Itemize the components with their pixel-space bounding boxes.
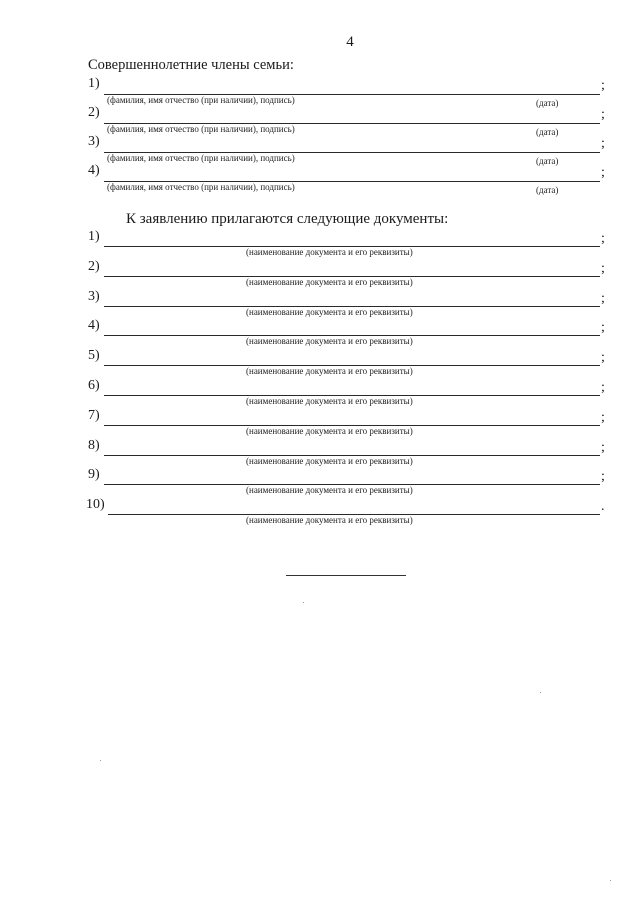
document-row-number: 2) [88, 258, 100, 274]
document-caption: (наименование документа и его реквизиты) [246, 485, 413, 496]
document-caption: (наименование документа и его реквизиты) [246, 455, 413, 466]
document-row-number: 7) [88, 407, 100, 423]
document-caption: (наименование документа и его реквизиты) [246, 515, 413, 526]
scan-speck [303, 602, 304, 603]
family-date-caption: (дата) [536, 156, 559, 166]
scan-speck [100, 760, 101, 761]
document-row-terminator: ; [601, 469, 605, 485]
family-row-terminator: ; [601, 165, 605, 180]
family-name-caption: (фамилия, имя отчество (при наличии), подпись) [107, 153, 295, 163]
document-row-terminator: ; [601, 380, 605, 395]
document-row-number: 9) [88, 467, 100, 483]
document-caption: (наименование документа и его реквизиты) [246, 306, 413, 317]
document-row-terminator: . [601, 499, 605, 515]
family-date-caption: (дата) [536, 127, 559, 137]
family-name-caption: (фамилия, имя отчество (при наличии), подпись) [107, 182, 295, 192]
family-row-number: 4) [88, 163, 100, 178]
document-row-number: 6) [88, 378, 100, 393]
document-row-number: 4) [88, 318, 100, 334]
document-row-terminator: ; [601, 231, 605, 246]
family-name-caption: (фамилия, имя отчество (при наличии), подпись) [107, 124, 295, 134]
page-number: 4 [346, 34, 354, 50]
document-row-terminator: ; [601, 290, 605, 306]
family-row-terminator: ; [601, 107, 605, 122]
family-members-heading: Совершеннолетние члены семьи: [88, 57, 294, 73]
family-row-number: 1) [88, 76, 100, 91]
document-caption: (наименование документа и его реквизиты) [246, 425, 413, 436]
document-caption: (наименование документа и его реквизиты) [246, 366, 413, 377]
document-caption: (наименование документа и его реквизиты) [246, 396, 413, 406]
documents-heading: К заявлению прилагаются следующие документы: [126, 211, 449, 227]
family-name-caption: (фамилия, имя отчество (при наличии), подпись) [107, 95, 295, 105]
scan-speck [610, 880, 611, 881]
document-caption: (наименование документа и его реквизиты) [246, 336, 413, 347]
document-row-terminator: ; [601, 260, 605, 276]
document-row-number: 10) [86, 497, 105, 513]
closing-rule [286, 575, 406, 576]
document-row-number: 5) [88, 348, 100, 364]
document-row-terminator: ; [601, 350, 605, 366]
document-caption: (наименование документа и его реквизиты) [246, 276, 413, 287]
document-row-terminator: ; [601, 409, 605, 425]
family-date-caption: (дата) [536, 98, 559, 108]
document-row-number: 3) [88, 288, 100, 304]
family-date-caption: (дата) [536, 185, 559, 195]
document-row-number: 1) [88, 229, 100, 244]
document-caption: (наименование документа и его реквизиты) [246, 247, 413, 257]
document-row-terminator: ; [601, 320, 605, 336]
family-row-terminator: ; [601, 78, 605, 93]
document-row-number: 8) [88, 437, 100, 453]
document-row-terminator: ; [601, 439, 605, 455]
scan-speck [540, 692, 541, 693]
family-row-number: 2) [88, 105, 100, 120]
family-row-number: 3) [88, 134, 100, 149]
family-row-terminator: ; [601, 136, 605, 151]
